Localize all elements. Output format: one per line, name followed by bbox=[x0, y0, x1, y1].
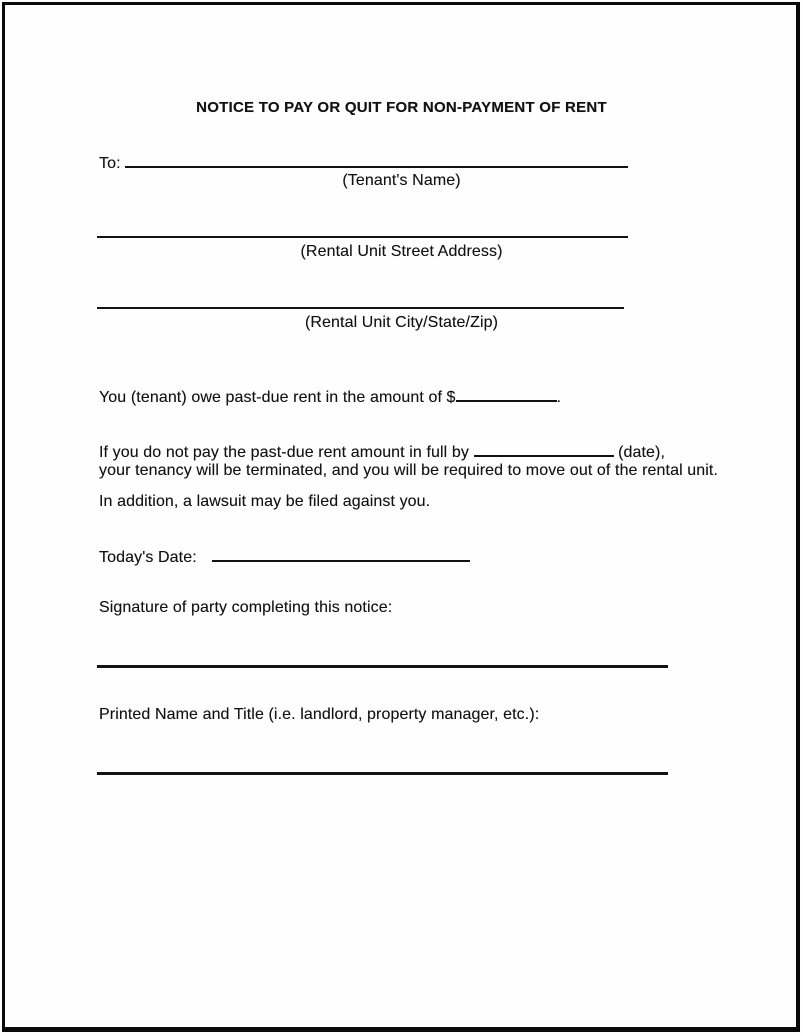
amount-text-before: You (tenant) owe past-due rent in the amount of $ bbox=[99, 389, 456, 406]
deadline-paragraph bbox=[99, 439, 719, 480]
deadline-text-before: If you do not pay the past-due rent amount in full by bbox=[99, 444, 469, 461]
lawsuit-sentence: In addition, a lawsuit may be filed against you. bbox=[99, 493, 431, 510]
to-label: To: bbox=[99, 155, 121, 172]
city-state-zip-blank-line bbox=[97, 307, 624, 309]
to-row bbox=[99, 150, 628, 173]
city-state-zip-caption: (Rental Unit City/State/Zip) bbox=[304, 314, 499, 331]
tenant-name-caption: (Tenant's Name) bbox=[342, 172, 461, 189]
street-address-blank-line bbox=[97, 236, 628, 238]
signature-label: Signature of party completing this notice: bbox=[99, 599, 393, 616]
todays-date-row bbox=[99, 544, 470, 567]
todays-date-label: Today's Date: bbox=[99, 549, 197, 566]
form-title: NOTICE TO PAY OR QUIT FOR NON-PAYMENT OF RENT bbox=[196, 99, 607, 116]
printed-name-blank-line bbox=[97, 772, 668, 775]
amount-owed-sentence bbox=[99, 384, 561, 407]
todays-date-blank-line bbox=[212, 544, 470, 562]
amount-text-after: . bbox=[556, 389, 562, 406]
tenant-name-blank-line bbox=[125, 150, 628, 168]
printed-name-label: Printed Name and Title (i.e. landlord, property manager, etc.): bbox=[99, 706, 540, 723]
signature-blank-line bbox=[97, 665, 668, 668]
street-address-caption: (Rental Unit Street Address) bbox=[300, 243, 503, 260]
deadline-date-blank-line bbox=[474, 439, 614, 457]
deadline-text-line2: your tenancy will be terminated, and you will be required to move out of the rental unit. bbox=[99, 462, 719, 479]
amount-blank-line bbox=[456, 384, 557, 402]
deadline-date-label: (date), bbox=[618, 444, 666, 461]
